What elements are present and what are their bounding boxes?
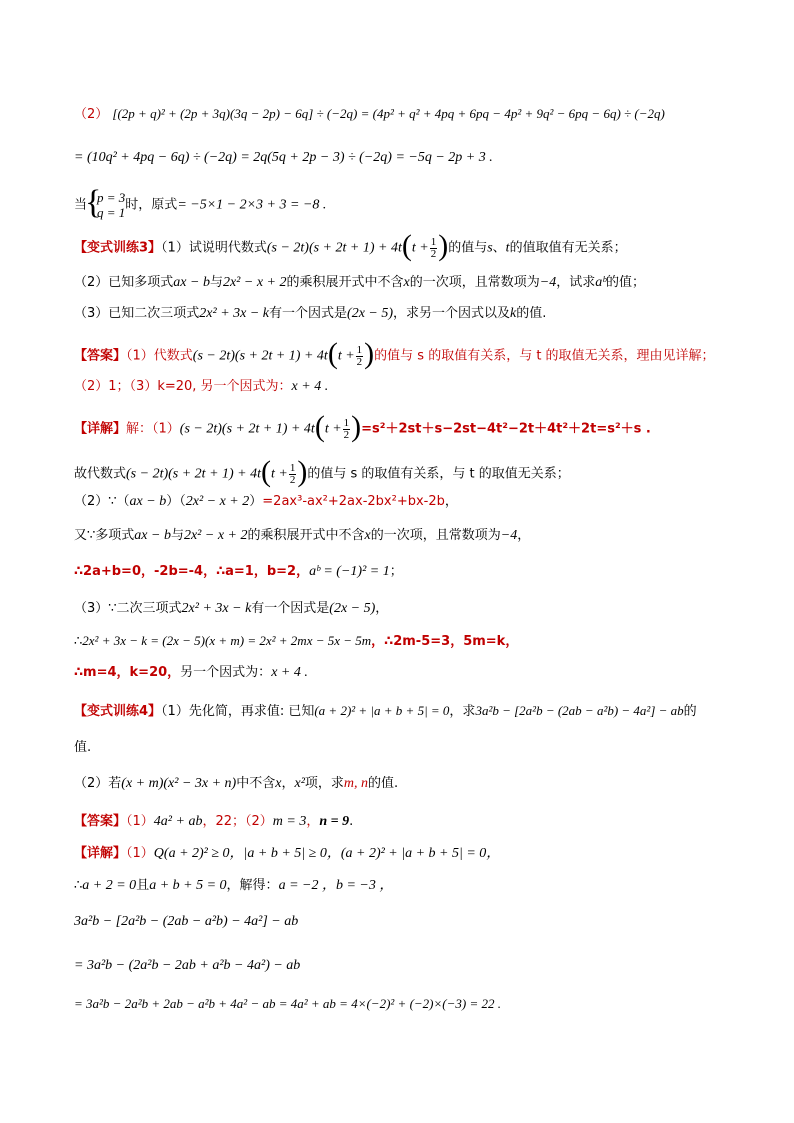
text: （1）先化简，再求值: 已知 <box>161 704 315 719</box>
text: 另一个因式为： <box>180 665 272 680</box>
exercise-tag: 【变式训练4】 <box>74 704 162 719</box>
detail-line-3 <box>74 494 458 510</box>
equation: 4a² + ab <box>153 814 203 829</box>
var-s: s <box>487 240 493 256</box>
case-1: p = 3 <box>97 190 126 205</box>
text: ∴ <box>74 878 83 893</box>
equation: ax − b <box>173 275 210 290</box>
text: ， <box>444 494 458 509</box>
part-label: （2） <box>74 107 109 122</box>
detail-line-8 <box>74 665 308 681</box>
exercise-tag: 【变式训练3】 <box>74 240 162 256</box>
text: ，试求 <box>556 275 596 290</box>
text: 的乘积展开式中不含 <box>247 528 365 543</box>
fraction-half: $\frac{1}{2}$ <box>343 416 350 441</box>
power: aᵇ <box>595 275 606 290</box>
equation: a = −2 ，b = −3 ， <box>278 878 394 893</box>
text: ，求另一个因式以及 <box>393 306 511 321</box>
solution-line-3 <box>74 184 327 221</box>
detail-line-2: 故代数式(s − 2t)(s + 2t + 1) + 4t(t + $\frac{1}{2}$ )的值与 s 的取值有关系，与 t 的取值无关系； <box>74 455 570 488</box>
var-x: x <box>403 275 410 290</box>
text: 时，原式 <box>125 197 178 213</box>
equation: ax − b <box>129 494 167 509</box>
equation: 2x² + 3x − k = (2x − 5)(x + m) = 2x² + 2mx − 5x − 5m <box>82 633 372 648</box>
expansion: =s²＋2st＋s−2st−4t²−2t＋4t²＋2t=s²＋s . <box>361 421 651 437</box>
text: （3）∵二次三项式 <box>74 601 182 616</box>
detail-line-7 <box>74 633 518 650</box>
fraction-half: $\frac{1}{2}$ <box>430 235 437 260</box>
equation: ax − b <box>134 528 171 543</box>
var-mn: m, n <box>343 776 369 791</box>
text: ， <box>306 814 320 829</box>
detail-4-line-3 <box>74 914 298 930</box>
solution-values: ∴2a+b=0，-2b=-4，∴a=1，b=2， <box>74 564 310 579</box>
text: ，22；（2） <box>202 814 273 829</box>
text: ∴ <box>74 634 83 649</box>
text: 的值； <box>606 275 646 290</box>
text: ， <box>281 776 295 791</box>
text: 的一次项，且常数项为 <box>370 528 501 543</box>
equation: (s − 2t)(s + 2t + 1) + 4t <box>192 348 328 364</box>
text: ，解得： <box>226 878 279 893</box>
var-k: k <box>510 306 517 321</box>
expansion: =2ax³-ax²+2ax-2bx²+bx-2b <box>262 494 445 509</box>
text: 解：（1） <box>126 421 180 437</box>
text: ，求 <box>449 704 476 719</box>
text: 的值与 <box>448 240 488 256</box>
equation: t + <box>337 348 355 364</box>
text: 的一次项，且常数项为 <box>409 275 540 290</box>
text: 又∵多项式 <box>74 528 135 543</box>
equation: x + 4 . <box>271 665 308 680</box>
equation: (s − 2t)(s + 2t + 1) + 4t <box>179 421 315 437</box>
equation: (x + m)(x² − 3x + n) <box>121 776 237 791</box>
equation: a + 2 = 0 <box>82 878 137 893</box>
text: （1）代数式 <box>126 348 193 364</box>
detail-tag: 【详解】 <box>74 846 127 861</box>
detail-4-line-1 <box>74 846 500 862</box>
text: （3）已知二次三项式 <box>74 306 200 321</box>
text: ）（ <box>166 494 186 509</box>
equation: 2x² + 3x − k <box>181 601 252 616</box>
text: （1）试说明代数式 <box>161 240 267 256</box>
equation: (a + 2)² + |a + b + 5| = 0 <box>314 703 450 718</box>
equation: (s − 2t)(s + 2t + 1) + 4t <box>126 466 262 482</box>
text: 的 <box>683 704 697 719</box>
exercise-4-part-1 <box>74 703 697 720</box>
detail-line-1: 【详解】解：（1）(s − 2t)(s + 2t + 1) + 4t(t + $\frac{1}{2}$ )=s²＋2st＋s−2st−4t²−2t＋4t²＋2t=s²＋s . <box>74 410 651 443</box>
var-x-squared: x² <box>294 776 305 791</box>
text: . <box>349 814 354 829</box>
equation: Q(a + 2)² ≥ 0，|a + b + 5| ≥ 0，(a + 2)² + |a + b + 5| = 0， <box>153 846 501 861</box>
text: 有一个因式是 <box>269 306 348 321</box>
detail-line-4 <box>74 528 530 544</box>
detail-line-5 <box>74 564 403 580</box>
exercise-3-part-1: 【变式训练3】（1）试说明代数式(s − 2t)(s + 2t + 1) + 4t(t + $\frac{1}{2}$ )的值与s、t的值取值有无关系； <box>74 229 627 262</box>
solution-values: ∴m=4，k=20， <box>74 665 181 680</box>
text: 与 <box>170 528 184 543</box>
text: 故代数式 <box>74 466 127 482</box>
text: 值. <box>74 740 92 755</box>
equation: (s − 2t)(s + 2t + 1) + 4t <box>266 240 402 256</box>
equation: 3a²b − [2a²b − (2ab − a²b) − 4a²] − ab <box>74 914 299 929</box>
detail-line-6 <box>74 601 388 617</box>
solution-values: ，∴2m-5=3，5m=k， <box>371 634 519 649</box>
equation: 2x² − x + 2 <box>222 275 287 290</box>
exercise-3-part-3 <box>74 306 546 322</box>
text: 、 <box>492 240 506 256</box>
text: ； <box>389 564 403 579</box>
equation: (2x − 5) <box>329 601 376 616</box>
text: ， <box>517 528 531 543</box>
equation: t + <box>411 240 429 256</box>
text: ， <box>375 601 389 616</box>
text: （2）1；（3）k=20, 另一个因式为： <box>74 379 292 394</box>
text: 的值. <box>516 306 547 321</box>
case-2: q = 1 <box>97 205 126 220</box>
number: −4 <box>539 275 557 290</box>
exercise-3-part-2 <box>74 275 645 291</box>
equation: 2x² − x + 2 <box>183 528 248 543</box>
case-brace: { p = 3 q = 1 <box>85 184 126 221</box>
text: （2）∵（ <box>74 494 130 509</box>
text: （2）若 <box>74 776 122 791</box>
equation: aᵇ = (−1)² = 1 <box>309 564 390 579</box>
text: （1） <box>126 846 154 861</box>
text: 中不含 <box>236 776 276 791</box>
fraction-half: $\frac{1}{2}$ <box>289 461 296 486</box>
equation: 2x² − x + 2 <box>185 494 250 509</box>
equation: = 3a²b − 2a²b + 2ab − a²b + 4a² − ab = 4a² + ab = 4×(−2)² + (−2)×(−3) = 22 . <box>74 996 501 1011</box>
var-t: t <box>505 240 510 256</box>
text: （2）已知多项式 <box>74 275 174 290</box>
solution-line-1 <box>74 106 665 123</box>
detail-4-line-2 <box>74 878 393 894</box>
text: ） <box>249 494 263 509</box>
fraction-half: $\frac{1}{2}$ <box>356 343 363 368</box>
text: 与 <box>209 275 223 290</box>
number: −4 <box>500 528 518 543</box>
text: 的值与 s 的取值有关系，与 t 的取值无关系； <box>307 466 570 482</box>
equation: = 3a²b − (2a²b − 2ab + a²b − 4a²) − ab <box>74 958 301 973</box>
equation: n = 9 <box>319 814 350 829</box>
answer-tag: 【答案】 <box>74 814 127 829</box>
equation: (2x − 5) <box>347 306 394 321</box>
answer-line-2 <box>74 379 328 395</box>
text: 有一个因式是 <box>251 601 330 616</box>
text: 项，求 <box>304 776 344 791</box>
var-x: x <box>364 528 371 543</box>
equation: 2x² + 3x − k <box>199 306 270 321</box>
equation: t + <box>271 466 288 482</box>
equation: a + b + 5 = 0 <box>149 878 227 893</box>
detail-4-line-4 <box>74 958 300 974</box>
equation: 3a²b − [2a²b − (2ab − a²b) − 4a²] − ab <box>475 703 684 718</box>
detail-4-line-5 <box>74 996 501 1013</box>
answer-line-1: 【答案】（1）代数式(s − 2t)(s + 2t + 1) + 4t(t + $\frac{1}{2}$ )的值与 s 的取值有关系，与 t 的取值无关系，理由见详解； <box>74 337 715 370</box>
equation: = −5×1 − 2×3 + 3 = −8 . <box>177 197 327 213</box>
text: 的值取值有无关系； <box>509 240 627 256</box>
exercise-4-part-2 <box>74 776 398 792</box>
text: 且 <box>136 878 150 893</box>
answer-tag: 【答案】 <box>74 348 127 364</box>
equation: x + 4 . <box>291 379 329 394</box>
var-x: x <box>275 776 282 791</box>
detail-tag: 【详解】 <box>74 421 127 437</box>
answer-4 <box>74 814 353 830</box>
equation: [(2p + q)² + (2p + 3q)(3q − 2p) − 6q] ÷ (−2q) = (4p² + q² + 4pq + 6pq − 4p² + 9q² − 6pq − 6q) ÷ (−2q) <box>112 106 665 121</box>
equation: m = 3 <box>272 814 307 829</box>
solution-line-2 <box>74 150 493 166</box>
text: 的乘积展开式中不含 <box>286 275 404 290</box>
text: 当 <box>74 197 88 213</box>
text: （1） <box>126 814 154 829</box>
text: 的值. <box>368 776 399 791</box>
equation: = (10q² + 4pq − 6q) ÷ (−2q) = 2q(5q + 2p − 3) ÷ (−2q) = −5q − 2p + 3 . <box>74 150 493 165</box>
text: 的值与 s 的取值有关系，与 t 的取值无关系，理由见详解； <box>374 348 715 364</box>
exercise-4-part-1-cont <box>74 740 91 756</box>
equation: t + <box>324 421 342 437</box>
